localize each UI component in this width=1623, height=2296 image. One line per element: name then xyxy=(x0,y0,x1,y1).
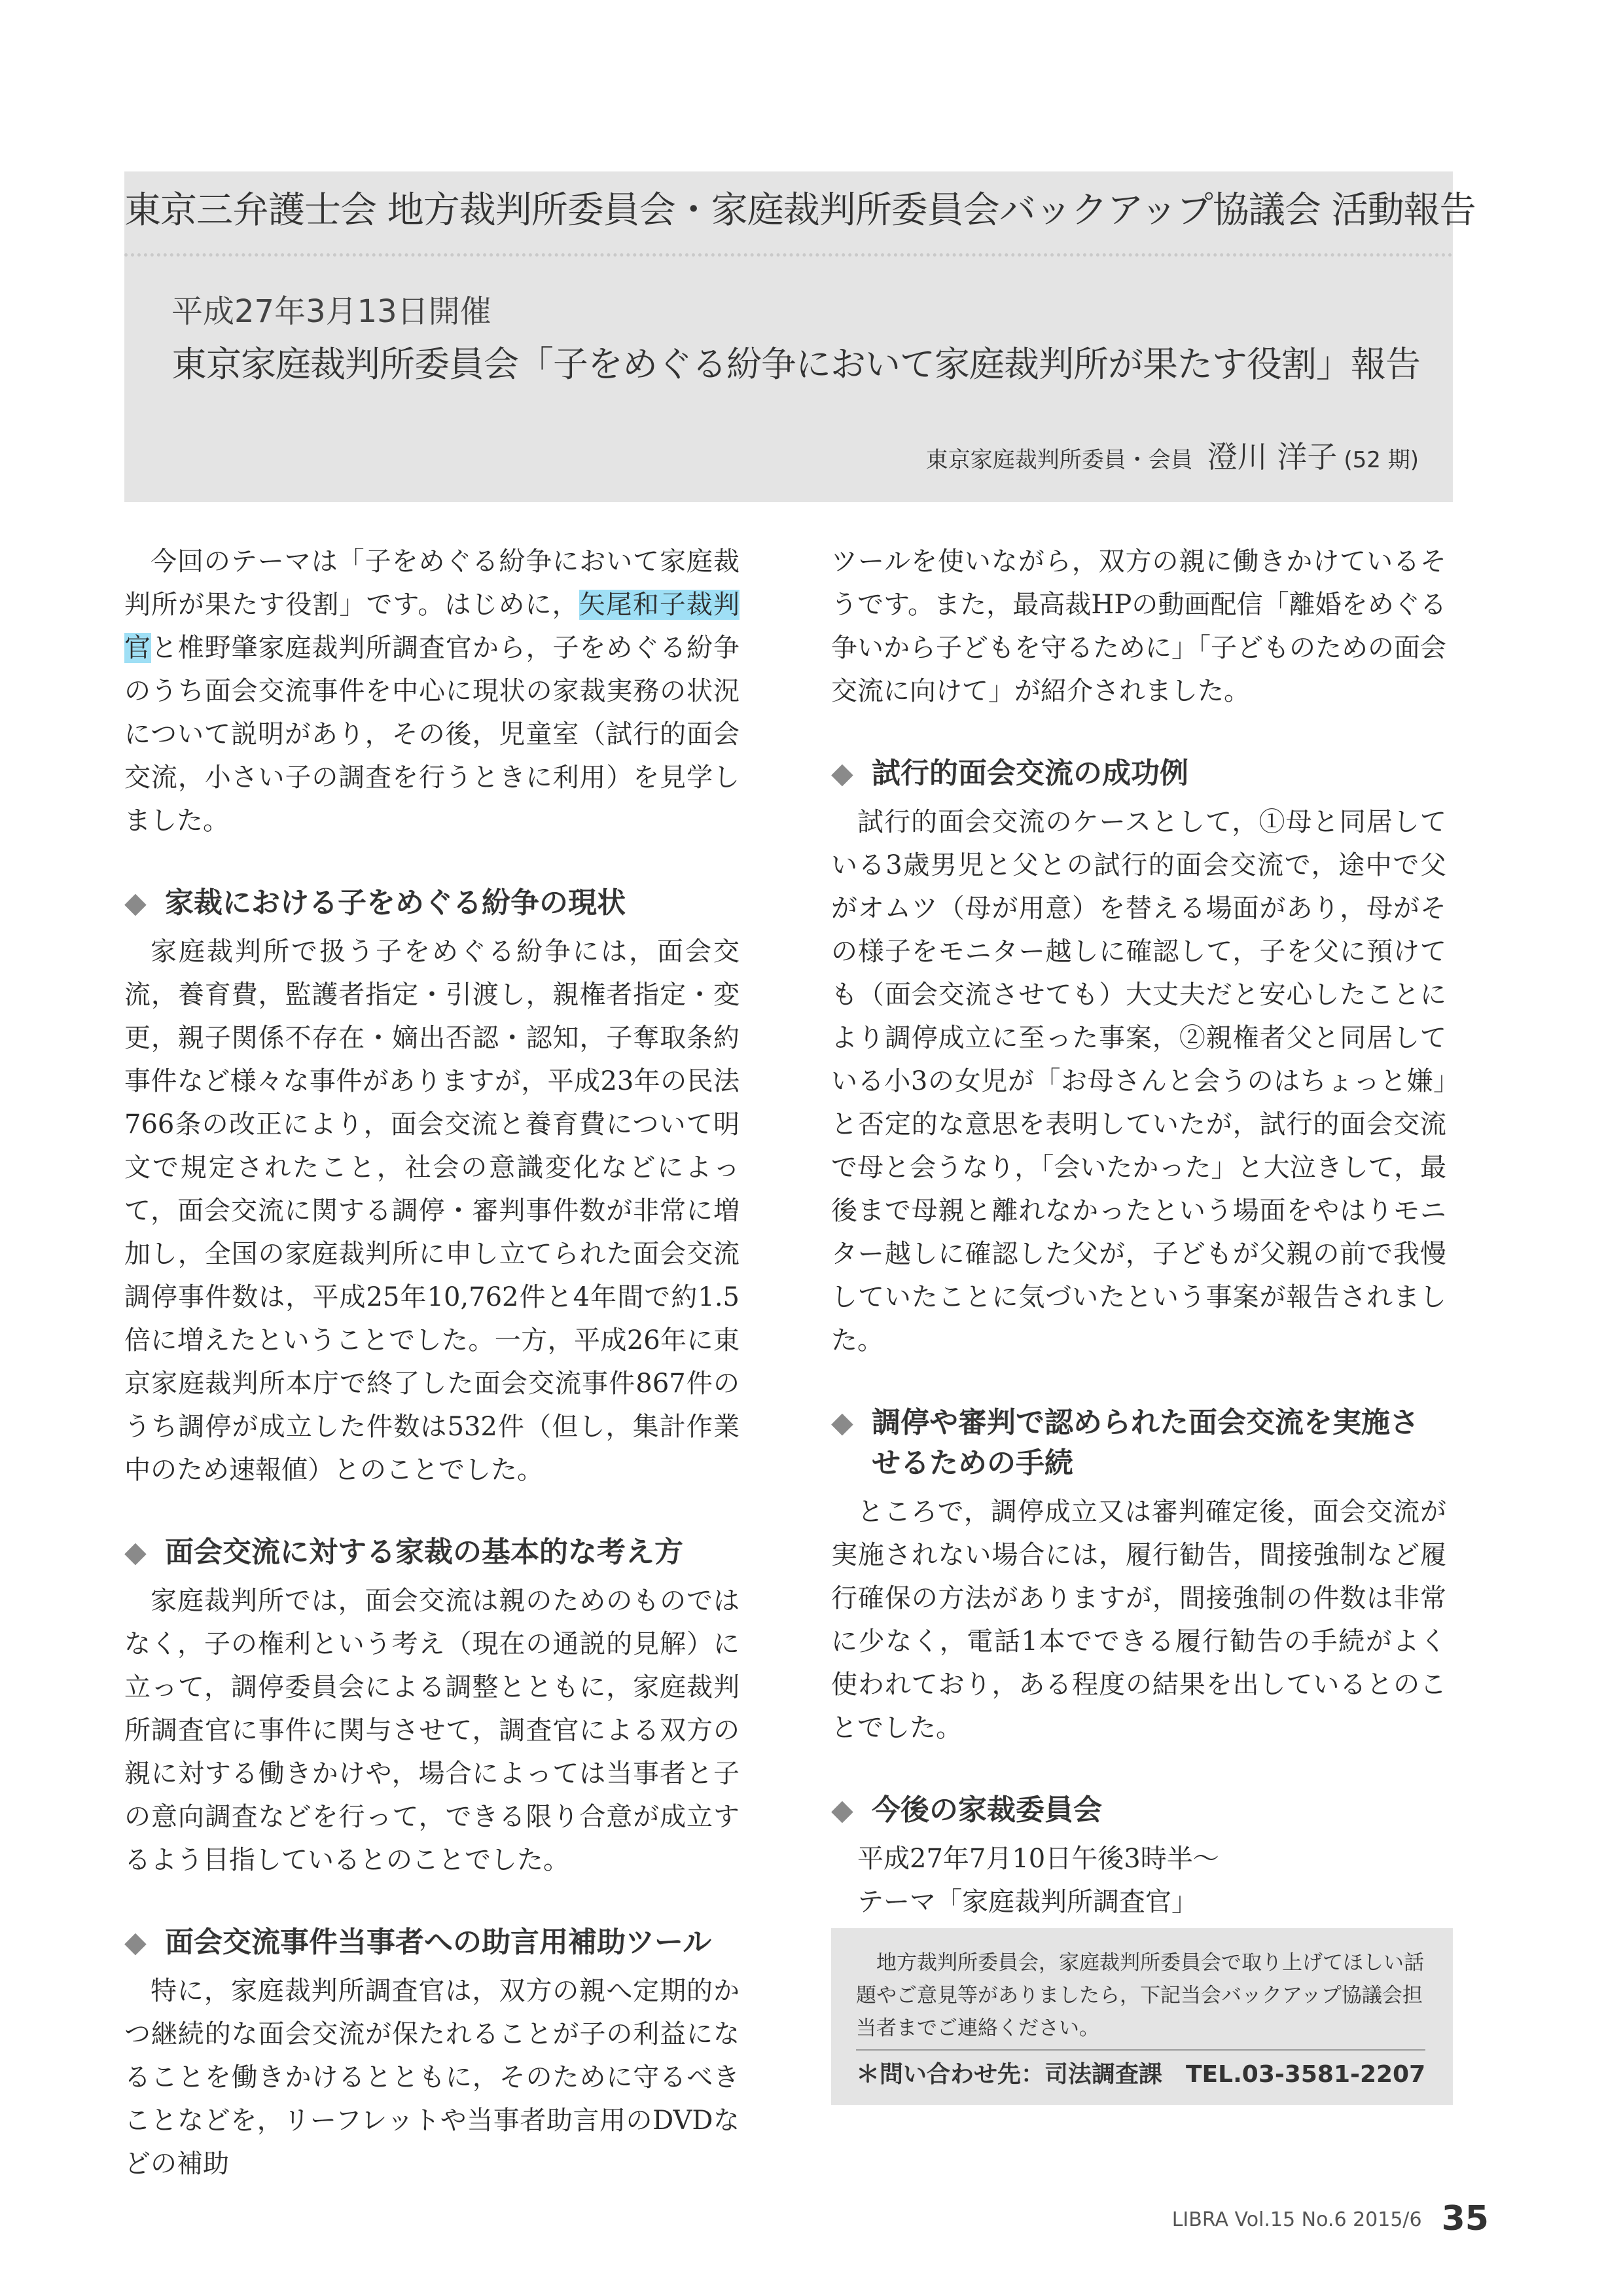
article-header xyxy=(124,171,1476,502)
future-meeting-theme: テーマ「家庭裁判所調査官」 xyxy=(857,1887,1198,1917)
left-column xyxy=(124,540,740,2185)
section-body: 家庭裁判所では，面会交流は親のためのものではなく，子の権利という考え（現在の通説的見解）に立って，調停委員会による調整とともに，家庭裁判所調査官に事件に関与させて，調査官による双方の親に対する働きかけや，場合によっては当事者と子の意向調査などを行って，できる限り合意が成立するよう目指しているとのことでした。 xyxy=(124,1586,740,1875)
diamond-icon: ◆ xyxy=(831,1793,853,1827)
notice-divider xyxy=(856,2049,1425,2051)
page-footer xyxy=(1172,2199,1489,2238)
diamond-icon: ◆ xyxy=(831,757,853,790)
diamond-icon: ◆ xyxy=(831,1406,853,1439)
section-body: 試行的面会交流のケースとして，①母と同居している3歳男児と父との試行的面会交流で，途中で父がオムツ（母が用意）を替える場面があり，母がその様子をモニター越しに確認して，子を父に預けても（面会交流させても）大丈夫だと安心したことにより調停成立に至った事案，②親権者父と同居している小3の女児が「お母さんと会うのはちょっと嫌」と否定的な意思を表明していたが，試行的面会交流で母と会うなり，「会いたかった」と大泣きして，最後まで母親と離れなかったという場面をやはりモニター越しに確認した父が，子どもが父親の前で我慢していたことに気づいたという事案が報告されました。 xyxy=(831,807,1446,1355)
dotted-divider xyxy=(124,253,1453,257)
section-body: ところで，調停成立又は審判確定後，面会交流が実施されない場合には，履行勧告，間接強制など履行確保の方法がありますが，間接強制の件数は非常に少なく，電話1本でできる履行勧告の手続がよく使われており，ある程度の結果を出しているとのことでした。 xyxy=(831,1497,1446,1743)
section-heading-text: 面会交流事件当事者への助言用補助ツール xyxy=(165,1926,712,1959)
author-term: (52 期) xyxy=(1344,447,1419,473)
section-heading-text: 調停や審判で認められた面会交流を実施させるための手続 xyxy=(872,1406,1419,1480)
section-heading-text: 面会交流に対する家裁の基本的な考え方 xyxy=(165,1535,683,1569)
section-body: 特に，家庭裁判所調査官は，双方の親へ定期的かつ継続的な面会交流が保たれることが子の利益になることを働きかけるとともに，そのために守るべきことなどを，リーフレットや当事者助言用のDVDなどの補助 xyxy=(124,1976,740,2179)
section-heading-text: 今後の家裁委員会 xyxy=(872,1793,1102,1827)
author-line xyxy=(926,433,1419,476)
intro-paragraph xyxy=(124,540,740,842)
section-heading xyxy=(831,753,1446,794)
diamond-icon: ◆ xyxy=(124,886,147,920)
author-name: 澄川 洋子 xyxy=(1207,439,1338,475)
highlighted-judge-name: 矢尾和子裁判官 xyxy=(124,590,740,663)
section-heading xyxy=(124,1532,740,1573)
right-column xyxy=(831,540,1446,1924)
section-body: 家庭裁判所で扱う子をめぐる紛争には，面会交流，養育費，監護者指定・引渡し，親権者指定・変更，親子関係不存在・嫡出否認・認知，子奪取条約事件など様々な事件がありますが，平成23年の民法766条の改正により，面会交流と養育費について明文で規定されたこと，社会の意識変化などによって，面会交流に関する調停・審判事件数が非常に増加し，全国の家庭裁判所に申し立てられた面会交流調停事件数は，平成25年10,762件と4年間で約1.5倍に増えたということでした。一方，平成26年に東京家庭裁判所本庁で終了した面会交流事件867件のうち調停が成立した件数は532件（但し，集計作業中のため速報値）とのことでした。 xyxy=(124,937,740,1485)
contact-info: ＊問い合わせ先：司法調査課 TEL.03-3581-2207 xyxy=(856,2061,1426,2088)
continued-paragraph: ツールを使いながら，双方の親に働きかけているそうです。また，最高裁HPの動画配信「離婚をめぐる争いから子どもを守るために」「子どものための面会交流に向けて」が紹介されました。 xyxy=(831,547,1446,706)
series-title: 東京三弁護士会 地方裁判所委員会・家庭裁判所委員会バックアップ協議会 活動報告 xyxy=(124,189,1476,232)
future-meeting-date: 平成27年7月10日午後3時半～ xyxy=(857,1844,1219,1874)
notice-text: 地方裁判所委員会，家庭裁判所委員会で取り上げてほしい話題やご意見等がありましたら，下記当会バックアップ協議会担当者までご連絡ください。 xyxy=(856,1951,1424,2040)
section-heading xyxy=(831,1403,1446,1484)
intro-text-after: と椎野肇家庭裁判所調査官から，子をめぐる紛争のうち面会交流事件を中心に現状の家裁実務の状況について説明があり，その後，児童室（試行的面会交流，小さい子の調査を行うときに利用）を見学しました。 xyxy=(124,633,740,836)
section-heading-text: 家裁における子をめぐる紛争の現状 xyxy=(165,886,626,920)
magazine-issue: LIBRA Vol.15 No.6 2015/6 xyxy=(1171,2208,1422,2231)
diamond-icon: ◆ xyxy=(124,1926,147,1959)
section-heading xyxy=(831,1790,1446,1831)
event-date: 平成27年3月13日開催 xyxy=(171,293,491,330)
author-role: 東京家庭裁判所委員・会員 xyxy=(925,447,1193,473)
section-heading xyxy=(124,1922,740,1963)
section-heading xyxy=(124,883,740,924)
intro-text-before: 今回のテーマは「子をめぐる紛争において家庭裁判所が果たす役割」です。はじめに， xyxy=(124,547,740,620)
contact-notice-box xyxy=(831,1928,1453,2105)
section-heading-text: 試行的面会交流の成功例 xyxy=(872,757,1188,790)
page-number: 35 xyxy=(1441,2199,1489,2238)
report-title: 東京家庭裁判所委員会「子をめぐる紛争において家庭裁判所が果たす役割」報告 xyxy=(171,344,1420,385)
diamond-icon: ◆ xyxy=(124,1535,147,1569)
